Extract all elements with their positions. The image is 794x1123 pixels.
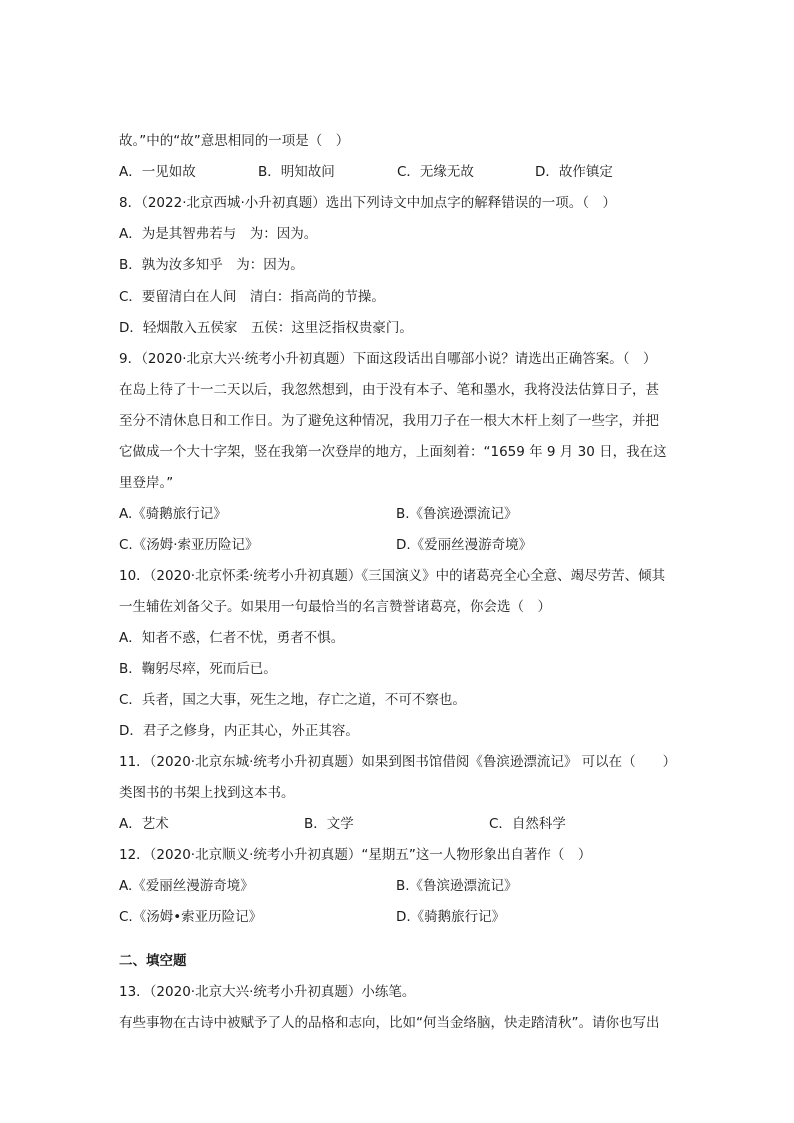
q11-option-b: B．文学 [304,816,354,832]
q9-passage-line-2: 至分不清休息日和工作日。为了避免这种情况，我用刀子在一根大木杆上刻了一些字，并把 [119,413,659,429]
q8-option-b: B．孰为汝多知乎 为：因为。 [119,257,304,273]
q12-option-a: A.《爱丽丝漫游奇境》 [119,878,254,894]
q11-option-c: C．自然科学 [489,816,566,832]
q9-option-d: D.《爱丽丝漫游奇境》 [396,537,533,553]
q11-options [119,813,679,835]
q12-options-row-1 [119,875,679,897]
q12-option-d: D.《骑鹅旅行记》 [396,909,506,925]
q7-option-d: D．故作镇定 [535,164,613,180]
q8-stem: 8．（2022·北京西城·小升初真题）选出下列诗文中加点字的解释错误的一项。（ ） [119,195,617,211]
q11-stem-line-2: 类图书的书架上找到这本书。 [119,785,295,801]
q10-option-c: C．兵者，国之大事，死生之地，存亡之道，不可不察也。 [119,692,466,708]
q8-option-c: C．要留清白在人间 清白：指高尚的节操。 [119,289,385,305]
section-heading-fill-in: 二、填空题 [119,953,187,969]
q13-prompt: 有些事物在古诗中被赋予了人的品格和志向，比如“何当金络脑，快走踏清秋”。请你也写出 [119,1015,660,1031]
q10-option-a: A．知者不惑，仁者不忧，勇者不惧。 [119,630,345,646]
q12-option-b: B.《鲁滨逊漂流记》 [396,878,518,894]
q9-option-b: B.《鲁滨逊漂流记》 [396,506,518,522]
q8-option-a: A．为是其智弗若与 为：因为。 [119,226,318,242]
q9-passage-line-1: 在岛上待了十一二天以后，我忽然想到，由于没有本子、笔和墨水，我将没法估算日子，甚 [119,382,659,398]
q9-options-row-2 [119,534,679,556]
q10-stem-line-1: 10．（2020·北京怀柔·统考小升初真题）《三国演义》中的诸葛亮全心全意、竭尽劳苦、倾其 [119,568,666,584]
q7-stem-tail: 故。”中的“故”意思相同的一项是（ ） [119,133,350,149]
q12-stem: 12．（2020·北京顺义·统考小升初真题）“星期五”这一人物形象出自著作（ ） [119,847,592,863]
q12-option-c: C.《汤姆•索亚历险记》 [119,909,263,925]
q7-option-a: A．一见如故 [119,164,196,180]
q10-option-b: B．鞠躬尽瘁，死而后已。 [119,661,277,677]
q11-stem-line-1: 11．（2020·北京东城·统考小升初真题）如果到图书馆借阅《鲁滨逊漂流记》 可以在（ ） [119,754,677,770]
q11-option-a: A．艺术 [119,816,169,832]
q9-passage-line-3: 它做成一个大十字架，竖在我第一次登岸的地方，上面刻着：“1659 年 9 月 30 日，我在这 [119,444,667,460]
q7-option-c: C．无缘无故 [397,164,474,180]
q7-option-b: B．明知故问 [258,164,335,180]
q9-option-c: C.《汤姆·索亚历险记》 [119,537,259,553]
q9-passage-line-4: 里登岸。” [119,475,174,491]
q13-stem: 13．（2020·北京大兴·统考小升初真题）小练笔。 [119,984,416,1000]
q9-option-a: A.《骑鹅旅行记》 [119,506,227,522]
q10-stem-line-2: 一生辅佐刘备父子。如果用一句最恰当的名言赞誉诸葛亮，你会选（ ） [119,599,551,615]
q9-options-row-1 [119,503,679,525]
q12-options-row-2 [119,906,679,928]
q7-options [119,161,679,183]
q8-option-d: D．轻烟散入五侯家 五侯：这里泛指权贵豪门。 [119,320,413,336]
q9-stem: 9．（2020·北京大兴·统考小升初真题）下面这段话出自哪部小说？请选出正确答案。（ ） [119,351,657,367]
q10-option-d: D．君子之修身，内正其心，外正其容。 [119,723,359,739]
